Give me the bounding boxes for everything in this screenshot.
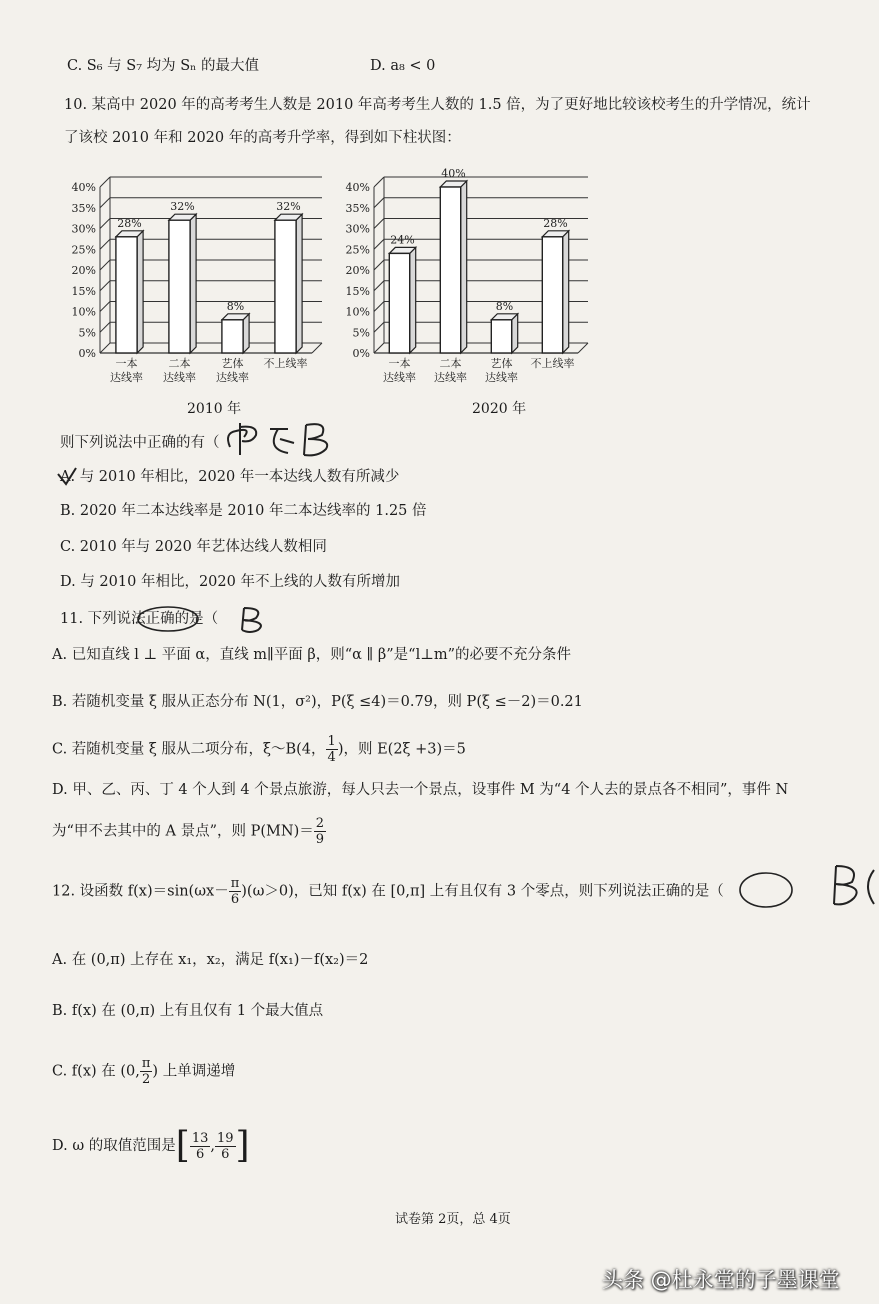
chart-2020-title: 2020 年 [472, 401, 527, 417]
page-footer: 试卷第 2页，总 4页 [395, 1212, 511, 1227]
q10-stem-line1: 10. 某高中 2020 年的高考考生人数是 2010 年高考考生人数的 1.5 倍，为了更好地比较该校考生的升学情况，统计 [64, 97, 811, 113]
q10-option-d: D. 与 2010 年相比，2020 年不上线的人数有所增加 [60, 574, 400, 590]
bar-value-label: 28% [117, 216, 142, 230]
q12-option-b: B. f(x) 在 (0,π) 上有且仅有 1 个最大值点 [52, 1003, 324, 1019]
gridline-diag [374, 322, 384, 332]
bar-value-label: 40% [441, 167, 466, 180]
y-tick-label: 15% [71, 284, 96, 298]
bar-value-label: 32% [170, 200, 195, 214]
y-tick-label: 20% [71, 264, 96, 277]
q11-option-a: A. 已知直线 l ⊥ 平面 α，直线 m∥平面 β，则“α ∥ β”是“l⊥m”的必要不充分条件 [52, 647, 572, 663]
gridline-diag [374, 177, 384, 187]
watermark: 头条 @杜永堂的子墨课堂 [602, 1268, 840, 1292]
bar [542, 237, 562, 353]
q9-option-c: C. S₆ 与 S₇ 均为 Sₙ 的最大值 [67, 58, 260, 74]
handwritten-answer-bd [736, 856, 879, 916]
y-tick-label: 10% [71, 305, 96, 319]
y-tick-label: 30% [345, 222, 370, 236]
q12-option-a: A. 在 (0,π) 上存在 x₁，x₂，满足 f(x₁)－f(x₂)＝2 [52, 952, 369, 968]
gridline-diag [374, 343, 384, 353]
y-tick-label: 25% [345, 243, 370, 257]
bar-side [563, 231, 569, 353]
x-tick-label: 一本 [388, 357, 411, 370]
x-tick-label: 不上线率 [530, 357, 575, 370]
y-tick-label: 15% [345, 284, 370, 298]
x-tick-label: 达线率 [434, 371, 467, 384]
y-tick-label: 0% [78, 347, 96, 360]
y-tick-label: 30% [71, 222, 96, 236]
y-tick-label: 20% [345, 264, 370, 277]
gridline-diag [100, 322, 110, 332]
bar [491, 320, 511, 353]
bar [440, 187, 460, 353]
y-tick-label: 40% [71, 181, 96, 194]
gridline-diag [100, 198, 110, 208]
gridline-diag [100, 281, 110, 291]
y-tick-label: 10% [345, 305, 370, 319]
handwritten-answer-abd [222, 415, 352, 460]
bar-value-label: 8% [226, 299, 245, 313]
bar [275, 220, 296, 353]
q11-option-b: B. 若随机变量 ξ 服从正态分布 N(1，σ²)，P(ξ ≤4)＝0.79，则 P(ξ ≤－2)＝0.21 [52, 694, 583, 710]
y-tick-label: 40% [345, 181, 370, 194]
gridline-diag [100, 177, 110, 187]
check-mark-icon [56, 466, 78, 488]
gridline-diag [374, 239, 384, 249]
x-tick-label: 达线率 [163, 371, 196, 384]
gridline-diag [374, 302, 384, 312]
gridline-diag [374, 198, 384, 208]
y-tick-label: 0% [352, 347, 370, 360]
gridline-diag [100, 219, 110, 229]
bar-value-label: 8% [495, 299, 514, 313]
y-tick-label: 5% [78, 326, 96, 340]
gridline-diag [374, 219, 384, 229]
q12-stem: 12. 设函数 f(x)＝sin(ωx－ $\frac{\pi}{6}$ )(ω＞0)，已知 f(x) 在 [0,π] 上有且仅有 3 个零点，则下列说法正确的是（ [52, 876, 724, 907]
q9-option-d: D. a₈ < 0 [370, 58, 436, 74]
q11-stem: 11. 下列说法正确的是（ [60, 611, 219, 627]
q10-prompt: 则下列说法中正确的有（ [60, 435, 220, 451]
q11-option-d-line2: 为“甲不去其中的 A 景点”，则 P(MN)＝ $\frac{2}{9}$ [52, 816, 325, 847]
q10-option-b: B. 2020 年二本达线率是 2010 年二本达线率的 1.25 倍 [60, 503, 427, 519]
chart-2010-title: 2010 年 [187, 401, 242, 417]
bar-value-label: 32% [276, 200, 301, 214]
floor-edge [578, 343, 588, 353]
bar-side [137, 231, 143, 353]
bar-side [461, 181, 467, 353]
q10-stem-line2: 了该校 2010 年和 2020 年的高考升学率，得到如下柱状图： [64, 130, 461, 146]
bar-side [410, 247, 416, 353]
gridline-diag [374, 260, 384, 270]
x-tick-label: 艺体 [221, 357, 244, 370]
bar-value-label: 28% [543, 216, 568, 230]
x-tick-label: 一本 [115, 357, 138, 370]
x-tick-label: 达线率 [110, 371, 143, 384]
x-tick-label: 达线率 [216, 371, 249, 384]
circle-mark-icon [136, 604, 276, 634]
bar [389, 253, 409, 353]
x-tick-label: 达线率 [485, 371, 518, 384]
bar-chart-2010 [60, 165, 335, 390]
gridline-diag [100, 260, 110, 270]
gridline-diag [100, 239, 110, 249]
gridline-diag [100, 343, 110, 353]
x-tick-label: 二本 [168, 357, 191, 370]
q10-option-a: A. 与 2010 年相比，2020 年一本达线人数有所减少 [60, 469, 400, 485]
bar-chart-2020 [334, 160, 596, 390]
y-tick-label: 35% [345, 201, 370, 215]
bar [116, 237, 137, 353]
bar-value-label: 24% [390, 233, 415, 247]
q12-option-c: C. f(x) 在 (0, $\frac{\pi}{2}$ ) 上单调递增 [52, 1056, 236, 1087]
floor-edge [312, 343, 322, 353]
q10-option-c: C. 2010 年与 2020 年艺体达线人数相同 [60, 539, 327, 555]
bar-side [190, 214, 196, 353]
x-tick-label: 艺体 [490, 357, 513, 370]
q12-option-d: D. ω 的取值范围是[ $\frac{13}{6}$ , $\frac{19}{6}$ ] [52, 1125, 250, 1166]
q11-option-d-line1: D. 甲、乙、丙、丁 4 个人到 4 个景点旅游，每人只去一个景点，设事件 M 为“4 个人去的景点各不相同”，事件 N [52, 782, 789, 798]
gridline-diag [374, 281, 384, 291]
gridline-diag [100, 302, 110, 312]
bar [222, 320, 243, 353]
x-tick-label: 达线率 [383, 371, 416, 384]
y-tick-label: 35% [71, 201, 96, 215]
bar [169, 220, 190, 353]
y-tick-label: 5% [352, 326, 370, 340]
bar-side [296, 214, 302, 353]
q11-option-c: C. 若随机变量 ξ 服从二项分布，ξ～B(4， $\frac{1}{4}$ )，则 E(2ξ +3)＝5 [52, 734, 466, 765]
x-tick-label: 二本 [439, 357, 462, 370]
x-tick-label: 不上线率 [263, 357, 308, 370]
y-tick-label: 25% [71, 243, 96, 257]
